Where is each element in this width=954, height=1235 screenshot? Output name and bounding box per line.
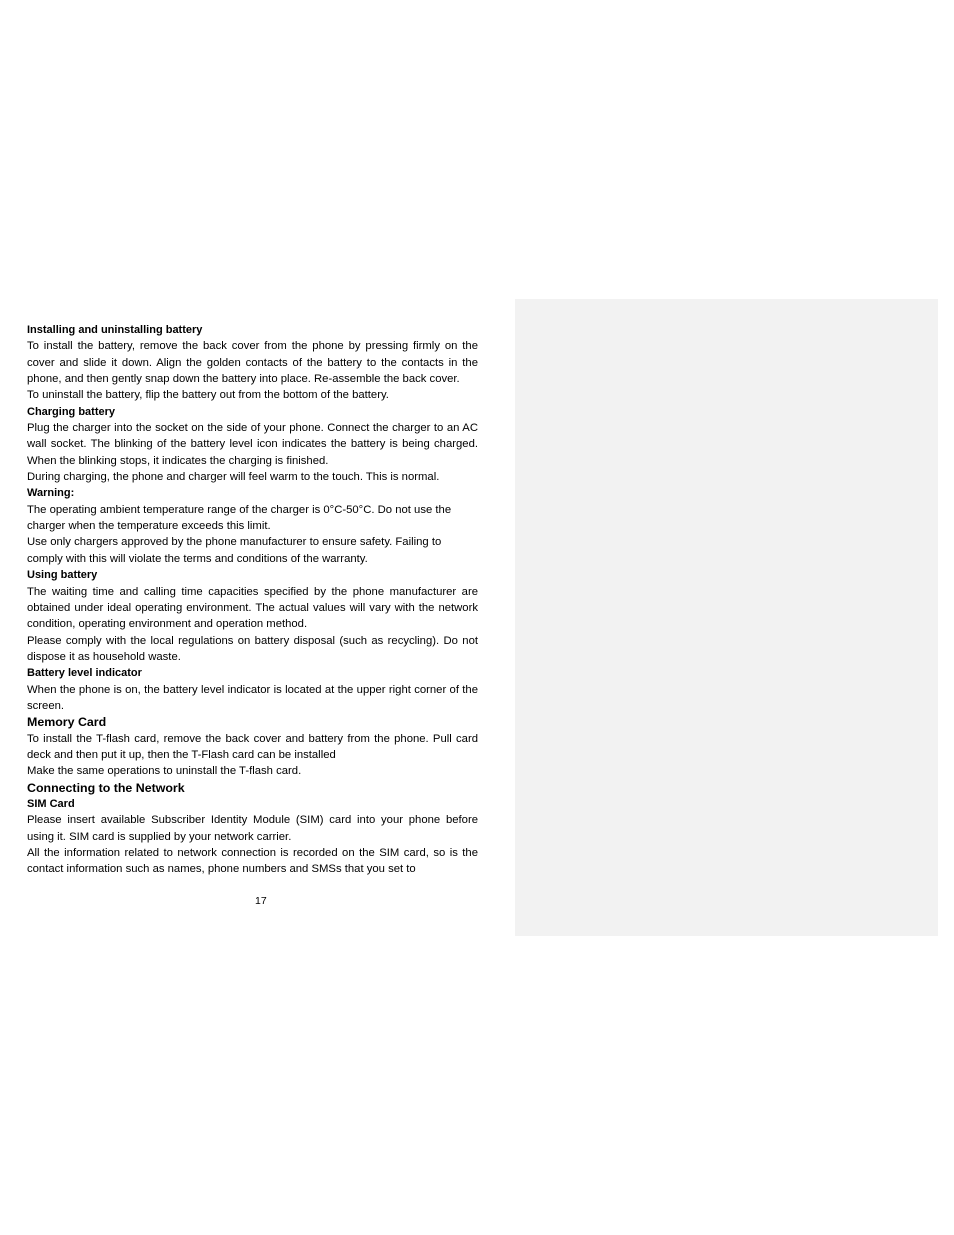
heading-memory-card: Memory Card xyxy=(27,715,107,730)
heading-installing-battery: Installing and uninstalling battery xyxy=(27,324,203,336)
paragraph-warning-chargers: Use only chargers approved by the phone manufacturer to ensure safety. Failing to comply with this will violate the terms and conditions of the warranty. xyxy=(27,536,442,565)
paragraph-charging-warm: During charging, the phone and charger will feel warm to the touch. This is normal. xyxy=(27,471,440,484)
paragraph-memory-uninstall: Make the same operations to uninstall the T-flash card. xyxy=(27,765,302,778)
heading-charging-battery: Charging battery xyxy=(27,405,116,418)
heading-warning: Warning: xyxy=(27,487,75,500)
paragraph-warning-temperature: The operating ambient temperature range of the charger is 0°C-50°C. Do not use the charger when the temperature exceeds this limit. xyxy=(27,503,452,533)
paragraph-install-battery: To install the battery, remove the back cover from the phone by pressing firmly on the cover and slide it down. Align the golden contacts of the battery to the contacts in the phone, and then gently snap down the battery into place. Re-assemble the back cover. xyxy=(27,340,478,386)
heading-connecting-network: Connecting to the Network xyxy=(27,780,185,795)
paragraph-memory-install: To install the T-flash card, remove the back cover and battery from the phone. Pull card deck and then put it up, then the T-Flash card can be installed xyxy=(27,732,478,761)
paragraph-battery-level: When the phone is on, the battery level indicator is located at the upper right corner of the screen. xyxy=(27,683,478,712)
paragraph-charging: Plug the charger into the socket on the side of your phone. Connect the charger to an AC wall socket. The blinking of the battery level icon indicates the battery is being charged. When the blinking stops, it indicates the charging is finished. xyxy=(27,422,478,467)
paragraph-using-disposal: Please comply with the local regulations on battery disposal (such as recycling). Do not dispose it as household waste. xyxy=(27,634,478,663)
heading-using-battery: Using battery xyxy=(27,569,98,582)
paragraph-using-capacities: The waiting time and calling time capacities specified by the phone manufacturer are obtained under ideal operating environment. The actual values will vary with the network condition, operating environment and operation method. xyxy=(27,585,478,631)
manual-text-column xyxy=(27,322,478,878)
paragraph-uninstall-battery: To uninstall the battery, flip the battery out from the bottom of the battery. xyxy=(27,389,389,402)
heading-battery-level-indicator: Battery level indicator xyxy=(27,667,142,680)
heading-sim-card: SIM Card xyxy=(27,797,75,810)
paragraph-sim-information: All the information related to network connection is recorded on the SIM card, so is the contact information such as names, phone numbers and SMSs that you set to xyxy=(27,847,478,876)
page-number: 17 xyxy=(255,895,267,907)
blank-panel xyxy=(515,299,938,936)
paragraph-sim-insert: Please insert available Subscriber Identity Module (SIM) card into your phone before using it. SIM card is supplied by your network carrier. xyxy=(27,814,478,843)
